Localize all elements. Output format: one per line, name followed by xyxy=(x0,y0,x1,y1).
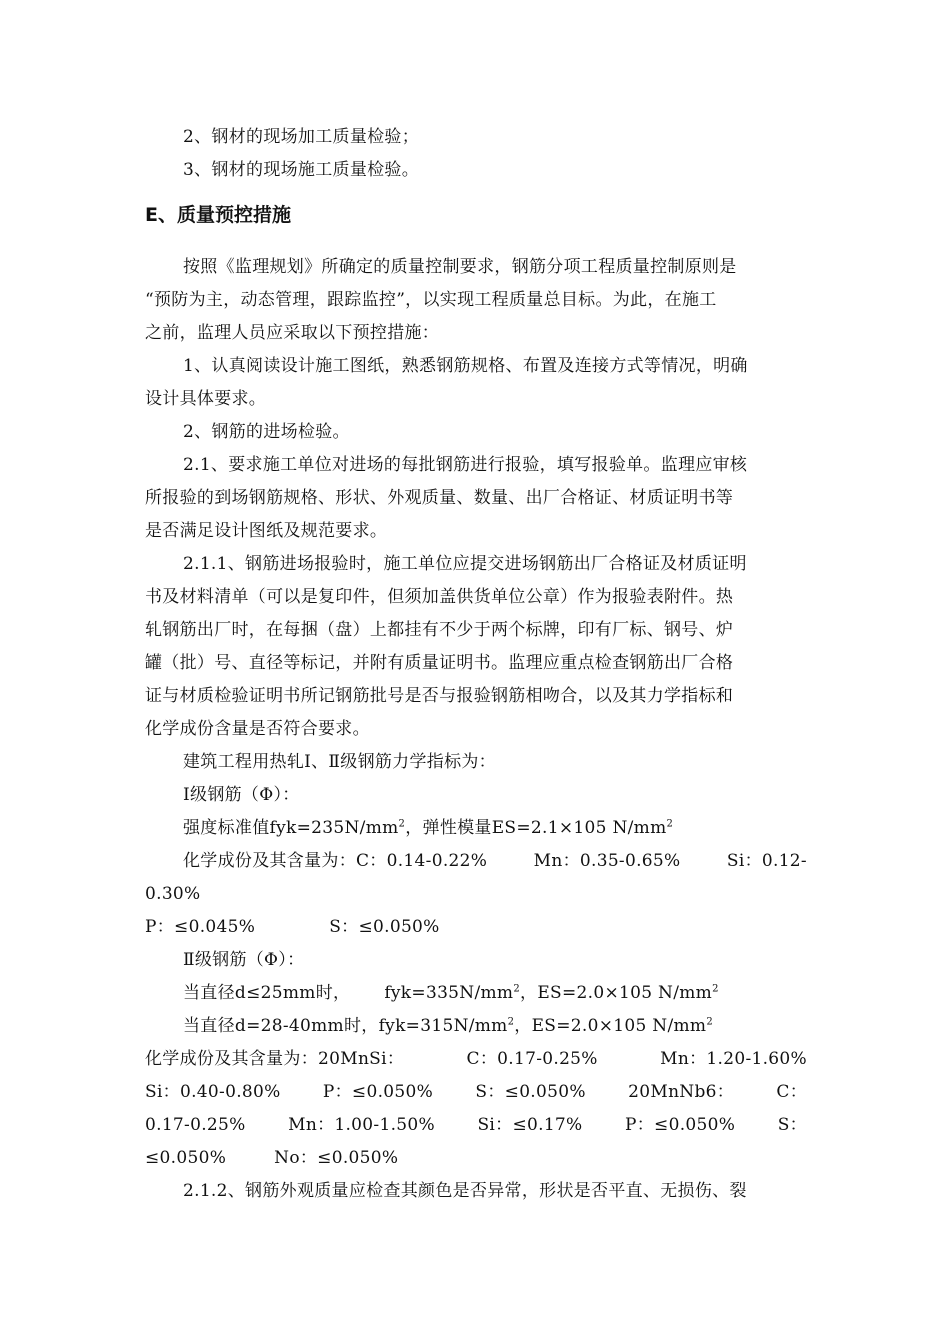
unit-superscript: 2 xyxy=(712,983,719,995)
grade2-chem-cell: Si：≤0.17% xyxy=(477,1115,583,1135)
item2-1-2-line-1: 2.1.2、钢筋外观质量应检查其颜色是否异常，形状是否平直、无损伤、裂 xyxy=(183,1181,747,1201)
section-heading: E、质量预控措施 xyxy=(145,204,291,226)
grade1-chem-ps-line xyxy=(145,916,440,938)
grade2-chem-cell: Si：0.40-0.80% xyxy=(145,1082,281,1102)
item1-line-1: 1、认真阅读设计施工图纸，熟悉钢筋规格、布置及连接方式等情况，明确 xyxy=(183,356,748,376)
unit-superscript: 2 xyxy=(513,983,521,995)
grade2-chem-cell: C：0.17-0.25% xyxy=(466,1049,598,1069)
grade2-chem-cell: P：≤0.050% xyxy=(625,1115,736,1135)
item2-1-1-line-4: 罐（批）号、直径等标记，并附有质量证明书。监理应重点检查钢筋出厂合格 xyxy=(145,653,734,673)
grade2-chem-cell: Mn：1.20-1.60% xyxy=(660,1049,807,1069)
grade2-chem-row-3 xyxy=(145,1114,807,1136)
intro-line-2: “预防为主，动态管理，跟踪监控”，以实现工程质量总目标。为此，在施工 xyxy=(145,290,717,310)
grade2-d1-part-b: fyk=335N/mm xyxy=(384,983,514,1003)
grade1-title: Ⅰ级钢筋（Φ）： xyxy=(183,785,300,805)
item1-line-2: 设计具体要求。 xyxy=(145,389,267,409)
item2-1-line-2: 所报验的到场钢筋规格、形状、外观质量、数量、出厂合格证、材质证明书等 xyxy=(145,488,734,508)
grade2-chem-cell: ≤0.050% xyxy=(145,1148,227,1168)
grade2-chem-cell: Mn：1.00-1.50% xyxy=(288,1115,435,1135)
grade2-d2-part-b: ，ES=2.0×105 N/mm xyxy=(514,1016,707,1036)
grade1-strength-line xyxy=(183,817,673,839)
grade2-chem-row-1 xyxy=(145,1048,807,1070)
grade2-d1-part-c: ，ES=2.0×105 N/mm xyxy=(520,983,713,1003)
grade2-chem-cell: 20MnNb6： xyxy=(628,1082,735,1102)
item2-1-1-line-3: 轧钢筋出厂时，在每捆（盘）上都挂有不少于两个标牌，印有厂标、钢号、炉 xyxy=(145,620,734,640)
grade2-chem-row-4 xyxy=(145,1147,398,1169)
item2-1-1-line-1: 2.1.1、钢筋进场报验时，施工单位应提交进场钢筋出厂合格证及材质证明 xyxy=(183,554,747,574)
grade2-d1-part-a: 当直径d≤25mm时， xyxy=(183,983,351,1003)
unit-superscript: 2 xyxy=(706,1016,714,1028)
grade2-chem-cell: C： xyxy=(776,1082,807,1102)
grade2-chem-cell: No：≤0.050% xyxy=(274,1148,399,1168)
item2-line: 2、钢筋的进场检验。 xyxy=(183,422,350,442)
grade2-chem-cell: 化学成份及其含量为：20MnSi： xyxy=(145,1049,405,1069)
unit-superscript: 2 xyxy=(507,1016,515,1028)
item2-1-line-1: 2.1、要求施工单位对进场的每批钢筋进行报验，填写报验单。监理应审核 xyxy=(183,455,748,475)
grade2-chem-cell: S： xyxy=(777,1115,807,1135)
grade2-chem-cell: 0.17-0.25% xyxy=(145,1115,246,1135)
grade2-d2-line xyxy=(183,1015,713,1037)
grade1-chem-si: Si：0.12- xyxy=(726,851,807,871)
grade2-title: Ⅱ级钢筋（Φ）： xyxy=(183,950,305,970)
grade2-chem-cell: P：≤0.050% xyxy=(322,1082,434,1102)
grade2-chem-row-2 xyxy=(145,1081,807,1103)
intro-line-3: 之前，监理人员应采取以下预控措施： xyxy=(145,323,440,343)
grade1-chem-c: 化学成份及其含量为：C：0.14-0.22% xyxy=(183,851,488,871)
intro-line-1: 按照《监理规划》所确定的质量控制要求，钢筋分项工程质量控制原则是 xyxy=(183,257,737,277)
grade2-chem-cell: S：≤0.050% xyxy=(475,1082,586,1102)
unit-superscript: 2 xyxy=(666,818,674,830)
grade1-chem-s: S：≤0.050% xyxy=(329,917,440,937)
grade1-chem-line xyxy=(183,850,807,872)
grade1-chem-mn: Mn：0.35-0.65% xyxy=(533,851,681,871)
grade1-strength-part-a: 强度标准值fyk=235N/mm xyxy=(183,818,399,838)
item2-1-line-3: 是否满足设计图纸及规范要求。 xyxy=(145,521,388,541)
item2-1-1-line-6: 化学成份含量是否符合要求。 xyxy=(145,719,370,739)
grade2-d1-line xyxy=(183,982,719,1004)
list-item-2: 2、钢材的现场加工质量检验； xyxy=(183,127,420,147)
item2-1-1-line-5: 证与材质检验证明书所记钢筋批号是否与报验钢筋相吻合，以及其力学指标和 xyxy=(145,686,734,706)
item2-1-1-line-2: 书及材料清单（可以是复印件，但须加盖供货单位公章）作为报验表附件。热 xyxy=(145,587,734,607)
mech-intro-line: 建筑工程用热轧Ⅰ、Ⅱ级钢筋力学指标为： xyxy=(183,752,496,772)
grade2-d2-part-a: 当直径d=28-40mm时，fyk=315N/mm xyxy=(183,1016,508,1036)
grade1-chem-p: P：≤0.045% xyxy=(145,917,256,937)
unit-superscript: 2 xyxy=(398,818,406,830)
list-item-3: 3、钢材的现场施工质量检验。 xyxy=(183,160,420,180)
grade1-chem-cont: 0.30% xyxy=(145,884,201,904)
grade1-strength-part-b: ，弹性模量ES=2.1×105 N/mm xyxy=(405,818,667,838)
